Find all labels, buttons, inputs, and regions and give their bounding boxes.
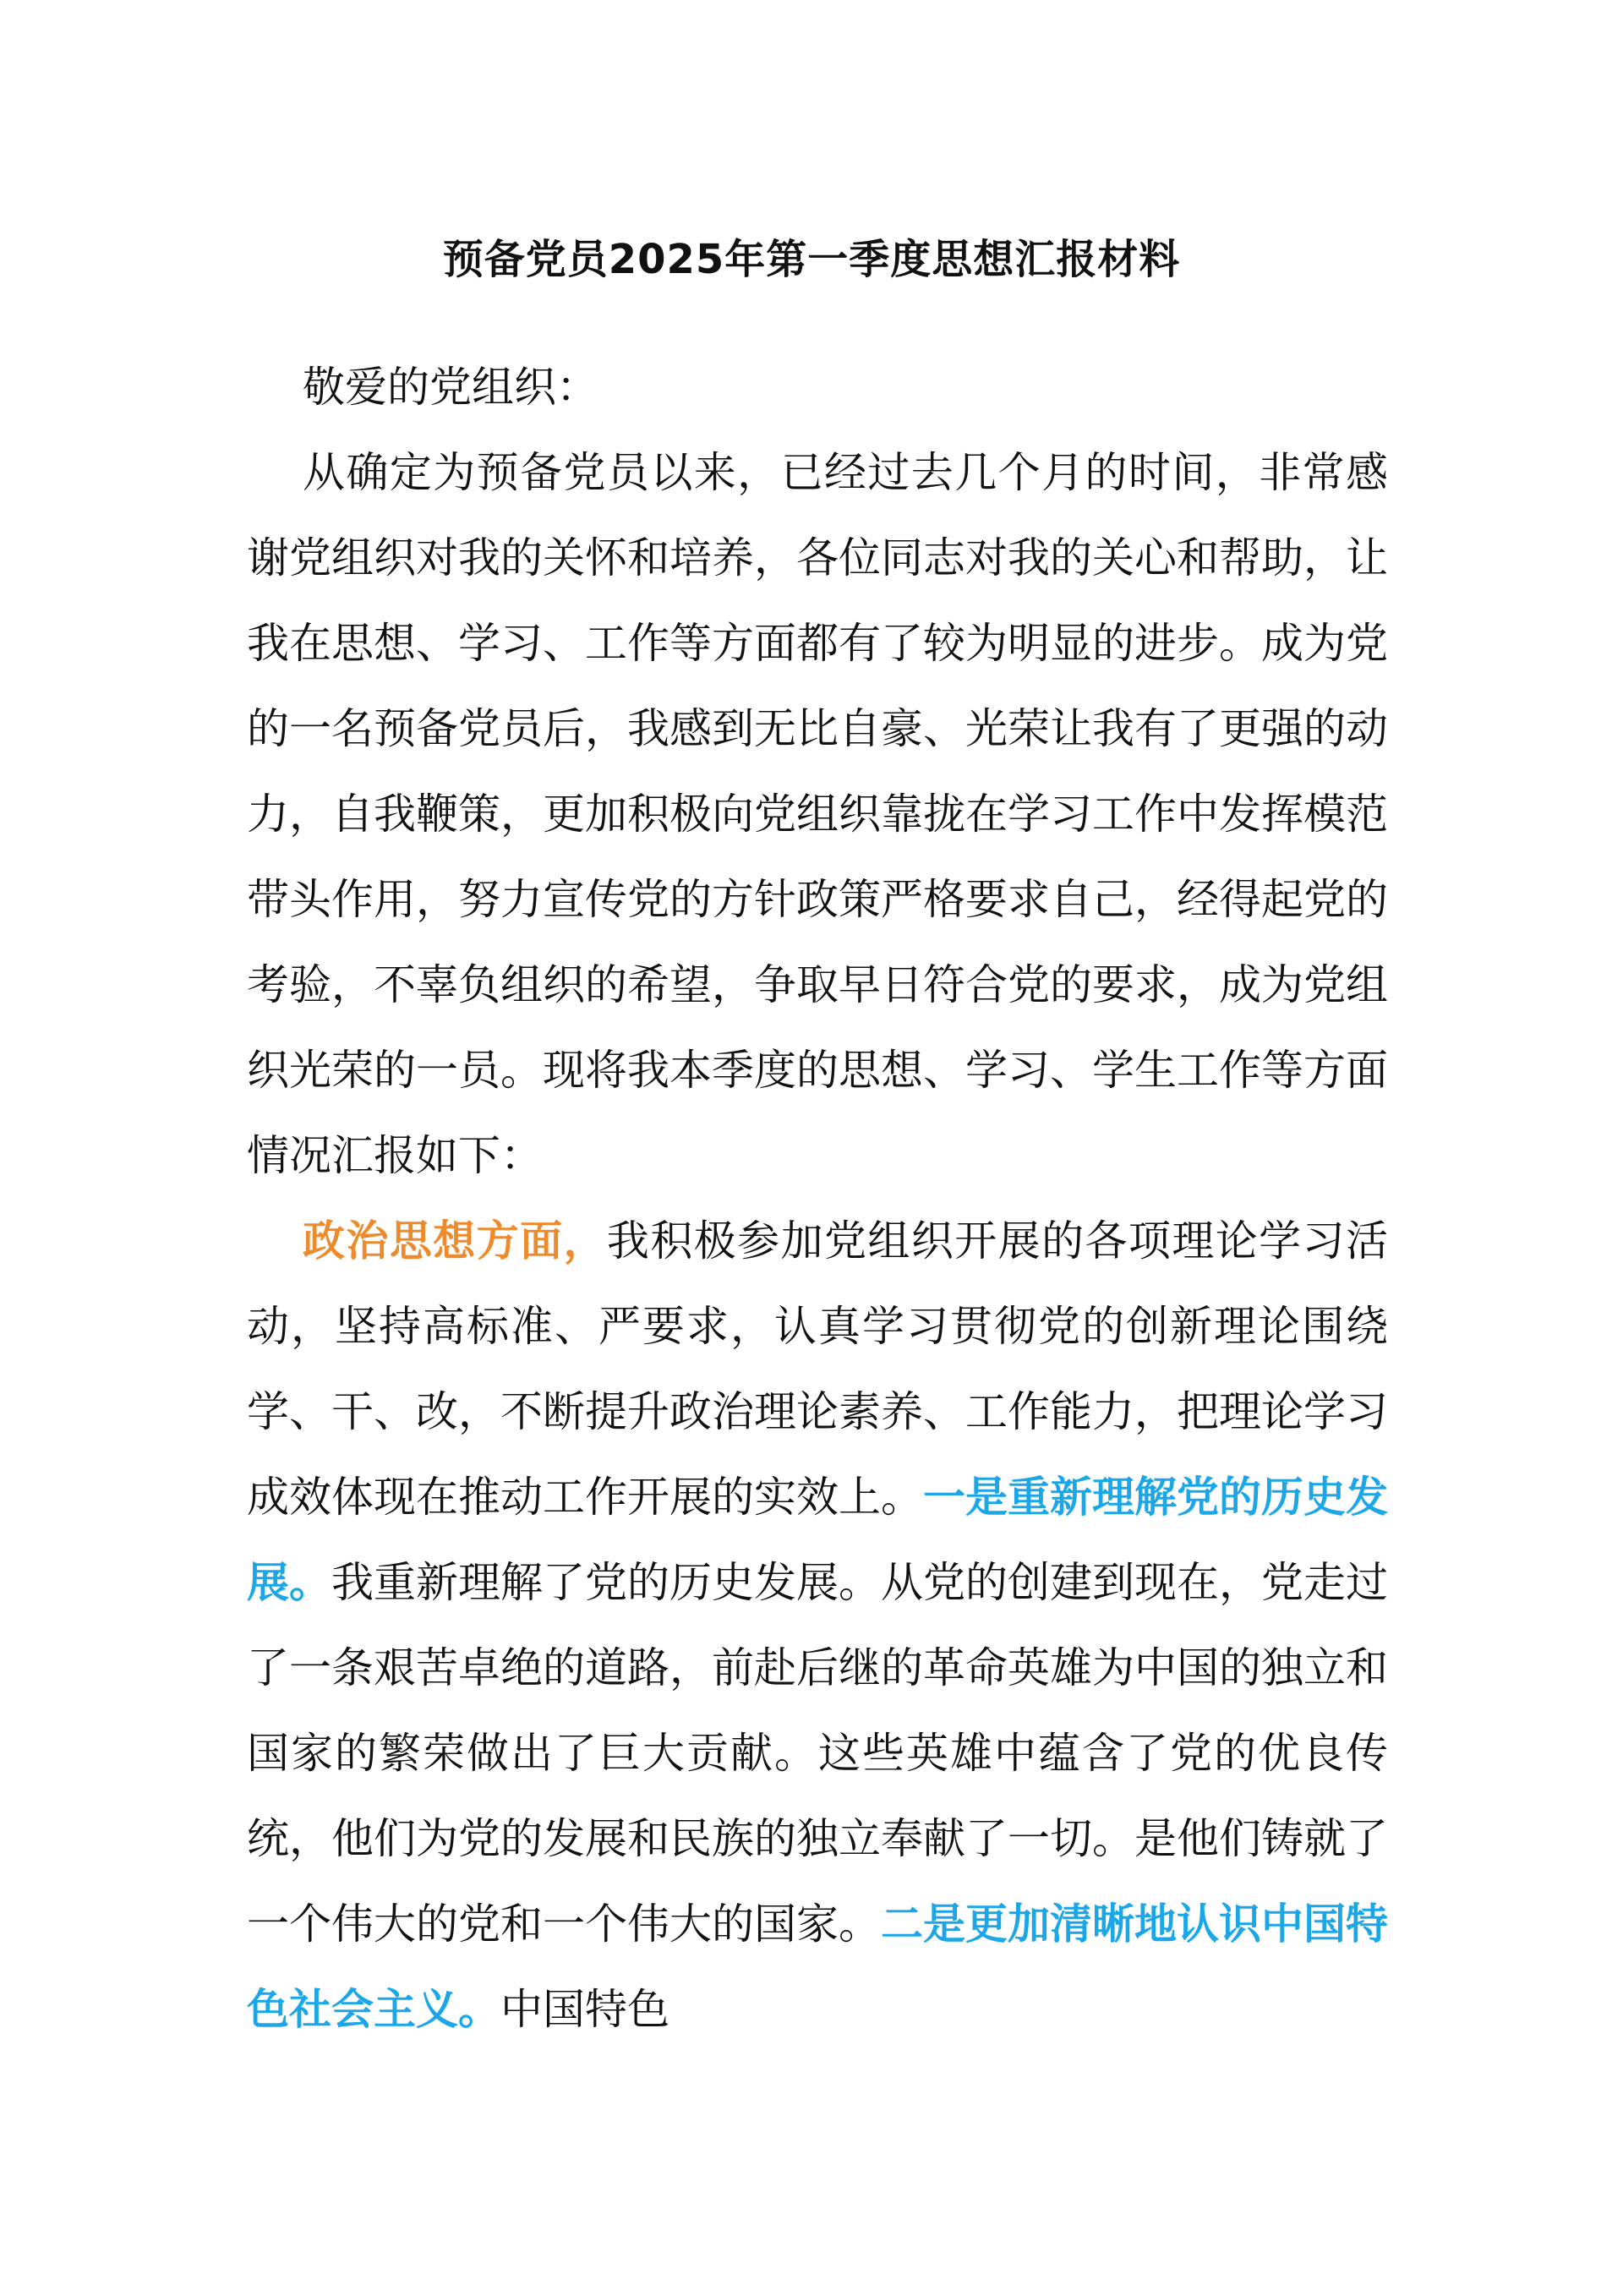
paragraph-text-1: 我积极参加党组织开展的各项理论学习活动，坚持高标准、严要求，认真学习贯彻党的创新理论围绕学、干、改，不断提升政治理论素养、工作能力，把理论学习成效体现在推动工作开展的实效上。 <box>247 1216 1389 1522</box>
paragraph-political-thought <box>247 1199 1388 2053</box>
section-heading-political: 政治思想方面， <box>303 1216 607 1266</box>
salutation: 敬爱的党组织： <box>303 363 598 412</box>
paragraph-text-3: 中国特色 <box>500 1985 669 2034</box>
document-body <box>247 345 1388 2053</box>
paragraph-intro: 从确定为预备党员以来，已经过去几个月的时间，非常感谢党组织对我的关怀和培养，各位同志对我的关心和帮助，让我在思想、学习、工作等方面都有了较为明显的进步。成为党的一名预备党员后，我感到无比自豪、光荣让我有了更强的动力，自我鞭策，更加积极向党组织靠拢在学习工作中发挥模范带头作用，努力宣传党的方针政策严格要求自己，经得起党的考验，不辜负组织的希望，争取早日符合党的要求，成为党组织光荣的一员。现将我本季度的思想、学习、学生工作等方面情况汇报如下： <box>247 448 1388 1180</box>
point-heading-1: 一是重新理解党的历史发展。 <box>247 1473 1388 1607</box>
point-heading-2: 二是更加清晰地认识中国特色社会主义。 <box>247 1900 1388 2034</box>
document-title: 预备党员2025年第一季度思想汇报材料 <box>442 236 1181 283</box>
paragraph-text-2: 我重新理解了党的历史发展。从党的创建到现在，党走过了一条艰苦卓绝的道路，前赴后继的革命英雄为中国的独立和国家的繁荣做出了巨大贡献。这些英雄中蕴含了党的优良传统，他们为党的发展和民族的独立奉献了一切。是他们铸就了一个伟大的党和一个伟大的国家。 <box>247 1558 1388 1949</box>
